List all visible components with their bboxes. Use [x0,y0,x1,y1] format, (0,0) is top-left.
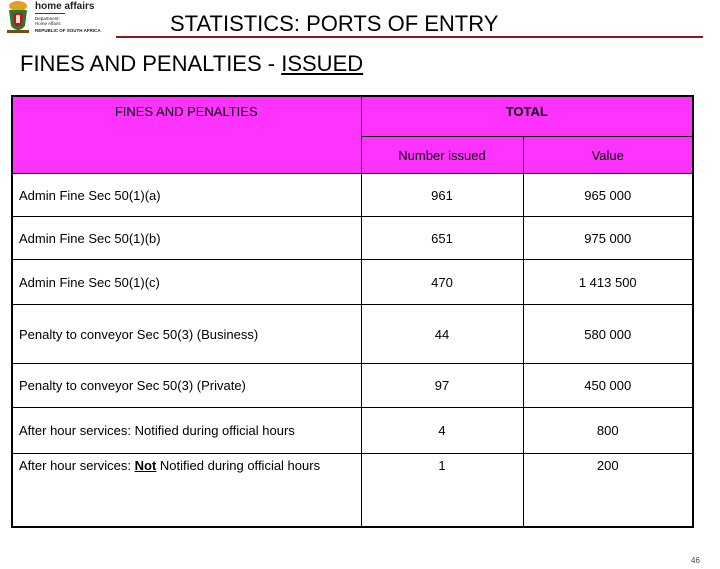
logo-divider [35,13,65,14]
row-number-issued: 44 [361,305,523,364]
logo-dept-line2: Home Affairs [35,21,61,26]
page-title: STATISTICS: PORTS OF ENTRY [170,11,499,36]
row-value: 200 [523,454,693,528]
table-row [12,217,693,260]
table-row [12,454,693,528]
row-description: Admin Fine Sec 50(1)(b) [12,217,361,260]
row-number-issued: 961 [361,174,523,217]
row-description [12,454,361,528]
page-number: 46 [691,556,700,565]
table-row [12,260,693,305]
row-value: 1 413 500 [523,260,693,305]
subtitle-prefix: FINES AND PENALTIES - [20,51,282,76]
logo-dept-line1: Department: [35,16,60,21]
row-number-issued: 651 [361,217,523,260]
logo-brand-text: home affairs [35,1,95,12]
row-description: Penalty to conveyor Sec 50(3) (Private) [12,364,361,408]
logo-country-text: REPUBLIC OF SOUTH AFRICA [35,28,101,33]
row-description-suffix: Notified during official hours [156,458,321,473]
row-value: 800 [523,408,693,454]
row-description: Penalty to conveyor Sec 50(3) (Business) [12,305,361,364]
title-divider [116,36,703,38]
column-header-fines-label: FINES AND PENALTIES [114,104,258,119]
page-subtitle [20,51,363,77]
table-row [12,408,693,454]
row-value: 580 000 [523,305,693,364]
table-row [12,364,693,408]
row-number-issued: 470 [361,260,523,305]
coat-of-arms-icon [4,0,32,36]
fines-table [11,95,694,528]
column-header-value: Value [523,137,693,174]
row-number-issued: 1 [361,454,523,528]
table-row [12,305,693,364]
column-header-total-label: TOTAL [505,104,548,119]
table-header-row [12,96,693,137]
row-description: Admin Fine Sec 50(1)(c) [12,260,361,305]
row-description: Admin Fine Sec 50(1)(a) [12,174,361,217]
row-description: After hour services: Notified during official hours [12,408,361,454]
table-row [12,174,693,217]
column-header-number: Number issued [361,137,523,174]
logo-department-text [35,16,61,26]
row-value: 965 000 [523,174,693,217]
row-description-emphasis: Not [134,458,157,473]
row-value: 450 000 [523,364,693,408]
column-header-fines [12,96,361,174]
home-affairs-logo [4,0,116,36]
row-number-issued: 97 [361,364,523,408]
column-header-total [361,96,693,137]
row-description-prefix: After hour services: [19,458,135,473]
subtitle-issued: ISSUED [281,51,364,76]
row-value: 975 000 [523,217,693,260]
row-number-issued: 4 [361,408,523,454]
